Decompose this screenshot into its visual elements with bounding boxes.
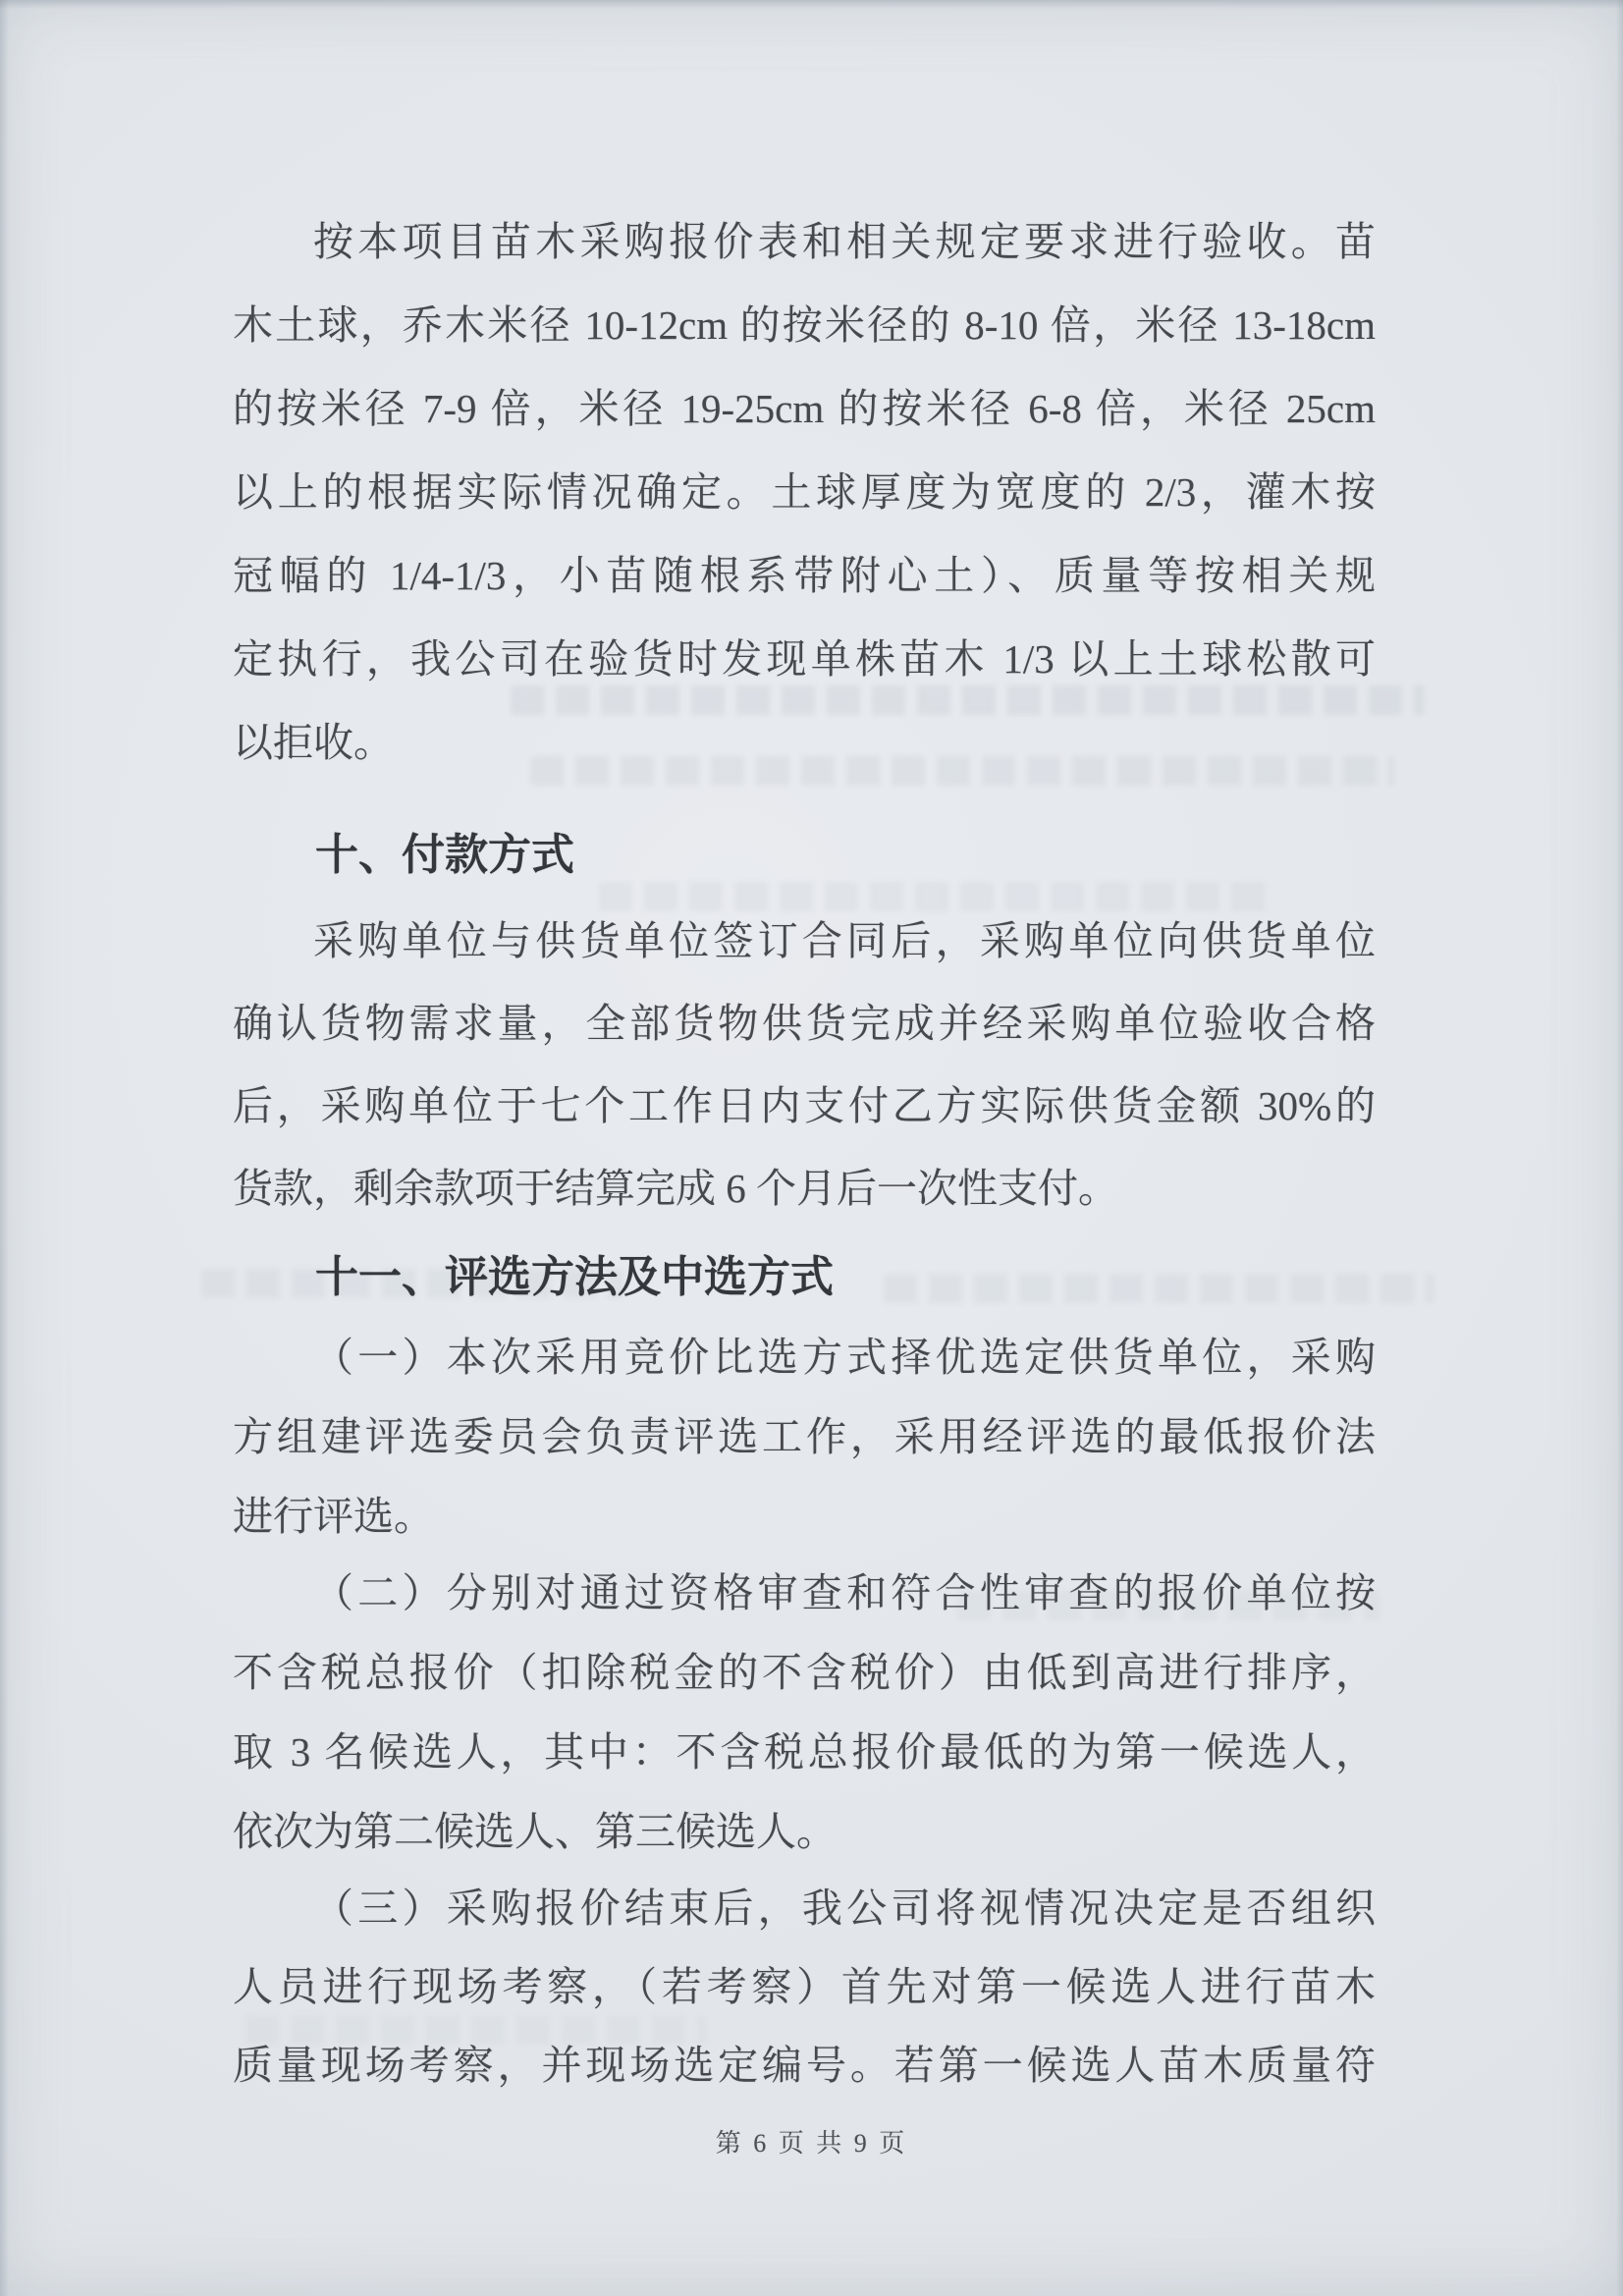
text-line: 后，采购单位于七个工作日内支付乙方实际供货金额 30%的 — [233, 1083, 1376, 1128]
paragraph-selection-item2 — [233, 1554, 1376, 1872]
text-line: 人员进行现场考察，（若考察）首先对第一候选人进行苗木 — [233, 1964, 1376, 2009]
text-line: 进行评选。 — [233, 1494, 434, 1539]
text-line: 冠幅的 1/4-1/3，小苗随根系带附心土）、质量等按相关规 — [233, 553, 1376, 598]
text-line: （二）分别对通过资格审查和符合性审查的报价单位按 — [313, 1570, 1376, 1615]
text-line: 货款，剩余款项于结算完成 6 个月后一次性支付。 — [233, 1166, 1118, 1211]
scan-edge-shadow-top — [0, 0, 1623, 9]
text-line: 以上的根据实际情况确定。土球厚度为宽度的 2/3，灌木按 — [233, 469, 1376, 515]
text-line: 定执行，我公司在验货时发现单株苗木 1/3 以上土球松散可 — [233, 636, 1376, 682]
section-heading-payment: 十、付款方式 — [315, 831, 574, 879]
text-line: 的按米径 7-9 倍，米径 19-25cm 的按米径 6-8 倍，米径 25cm — [233, 386, 1376, 431]
text-line: （一）本次采用竞价比选方式择优选定供货单位，采购 — [313, 1335, 1376, 1380]
paragraph-selection-item3 — [233, 1869, 1376, 2105]
page-number: 第 6 页 共 9 页 — [715, 2129, 908, 2158]
text-line: （三）采购报价结束后，我公司将视情况决定是否组织 — [313, 1886, 1376, 1931]
text-line: 确认货物需求量，全部货物供货完成并经采购单位验收合格 — [233, 1001, 1376, 1046]
text-line: 不含税总报价（扣除税金的不含税价）由低到高进行排序， — [233, 1650, 1376, 1695]
text-line: 按本项目苗木采购报价表和相关规定要求进行验收。苗 — [313, 219, 1376, 264]
text-line: 采购单位与供货单位签订合同后，采购单位向供货单位 — [313, 918, 1376, 963]
text-line: 取 3 名候选人，其中：不含税总报价最低的为第一候选人， — [233, 1729, 1376, 1775]
text-line: 以拒收。 — [233, 720, 394, 765]
text-line: 方组建评选委员会负责评选工作，采用经评选的最低报价法 — [233, 1414, 1376, 1459]
text-line: 质量现场考察，并现场选定编号。若第一候选人苗木质量符 — [233, 2043, 1376, 2088]
paragraph-payment-terms — [233, 900, 1376, 1230]
text-line: 依次为第二候选人、第三候选人。 — [233, 1809, 837, 1854]
scan-edge-shadow-left — [0, 0, 9, 2296]
scan-edge-shadow-right — [1616, 0, 1623, 2296]
paragraph-selection-item1 — [233, 1318, 1376, 1557]
paragraph-acceptance-rules — [233, 200, 1376, 785]
section-heading-selection-method: 十一、评选方法及中选方式 — [315, 1253, 834, 1301]
text-line: 木土球，乔木米径 10-12cm 的按米径的 8-10 倍，米径 13-18cm — [233, 302, 1376, 348]
